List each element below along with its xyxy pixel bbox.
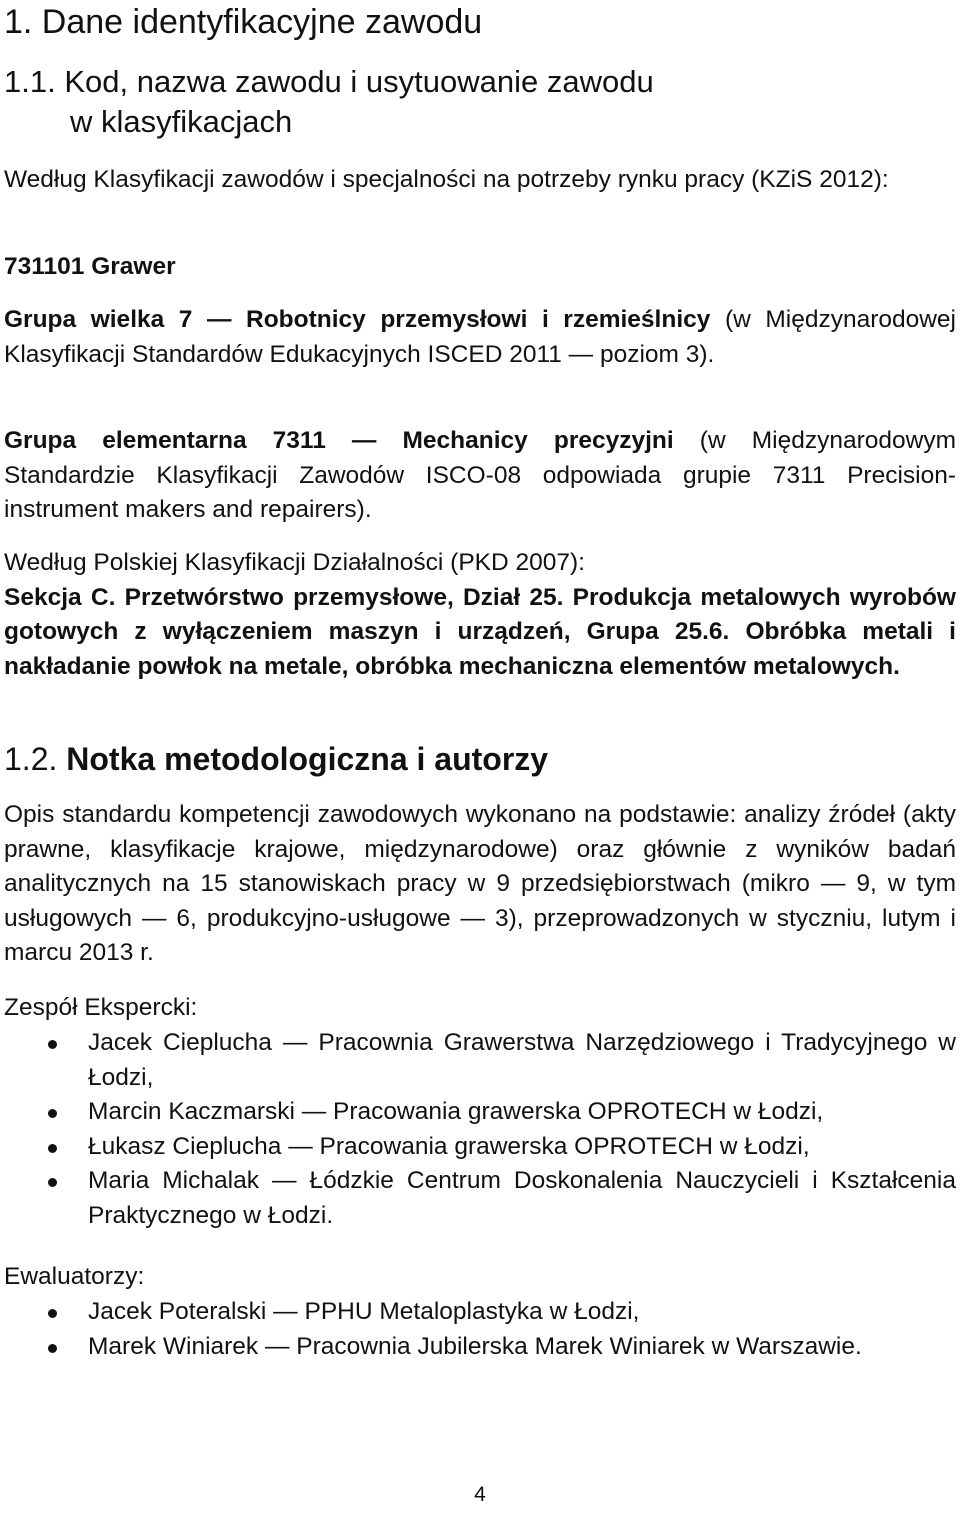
evaluator-entry: Marek Winiarek — Pracownia Jubilerska Marek Winiarek w Warszawie. <box>88 1332 862 1360</box>
kzis-intro: Według Klasyfikacji zawodów i specjalności na potrzeby rynku pracy (KZiS 2012): <box>4 166 889 193</box>
list-item <box>4 1295 956 1330</box>
subsection-number: 1.1. <box>4 64 56 99</box>
subsection-title-line2: w klasyfikacjach <box>70 104 293 139</box>
evaluator-entry: Jacek Poteralski — PPHU Metaloplastyka w Łodzi, <box>88 1298 640 1325</box>
list-item <box>4 1130 956 1165</box>
expert-entry: Jacek Cieplucha — Pracownia Grawerstwa Narzędziowego i Tradycyjnego w Łodzi, <box>88 1029 956 1091</box>
bullet-icon <box>48 1109 57 1118</box>
list-item <box>4 1164 956 1233</box>
bullet-icon <box>48 1040 57 1049</box>
pkd-classification: Sekcja C. Przetwórstwo przemysłowe, Dział 25. Produkcja metalowych wyrobów gotowych z wyłączeniem maszyn i urządzeń, Grupa 25.6. Obróbka metali i nakładanie powłok na metale, obróbka mechaniczna elementów metalowych. <box>4 583 956 680</box>
subsection-heading-1-1 <box>4 62 654 142</box>
occupation-code <box>4 250 956 285</box>
methodology-paragraph: Opis standardu kompetencji zawodowych wykonano na podstawie: analizy źródeł (akty prawne, klasyfikacje krajowe, międzynarodowe) oraz głównie z wyników badań analitycznych na 15 stanowiskach pracy w 9 przedsiębiorstwach (mikro — 9, w tym usługowych — 6, produkcyjno-usługowe — 3), przeprowadzonych w styczniu, lutym i marcu 2013 r. <box>4 801 956 967</box>
evaluators-list <box>4 1295 956 1364</box>
isced-paragraph <box>4 303 956 372</box>
isced-group: Grupa wielka 7 — Robotnicy przemysłowi i rzemieślnicy <box>4 306 711 333</box>
subsection-number: 1.2. <box>4 741 58 777</box>
expert-entry: Maria Michalak — Łódzkie Centrum Doskonalenia Nauczycieli i Kształcenia Praktycznego w Łodzi. <box>88 1167 956 1229</box>
bullet-icon <box>48 1144 57 1153</box>
occupation-code-name: 731101 Grawer <box>4 253 176 280</box>
isco-paragraph <box>4 424 956 528</box>
pkd-intro: Według Polskiej Klasyfikacji Działalności (PKD 2007): <box>4 549 585 576</box>
subsection-heading-1-2 <box>4 739 548 779</box>
experts-label: Zespół Ekspercki: <box>4 994 198 1021</box>
subsection-title-line1: Kod, nazwa zawodu i usytuowanie zawodu <box>64 64 654 99</box>
section-heading-1: 1. Dane identyfikacyjne zawodu <box>4 3 483 41</box>
bullet-icon <box>48 1344 57 1353</box>
list-item <box>4 1026 956 1095</box>
list-item <box>4 1330 956 1365</box>
experts-list <box>4 1026 956 1234</box>
pkd-paragraph <box>4 546 956 684</box>
isced-description: (w Międzynarodowej Klasyfikacji Standardów Edukacyjnych ISCED 2011 — poziom 3). <box>4 306 956 368</box>
isco-description: (w Międzynarodowym Standardzie Klasyfikacji Zawodów ISCO-08 odpowiada grupie 7311 Precision-instrument makers and repairers). <box>4 427 956 524</box>
expert-entry: Łukasz Cieplucha — Pracowania grawerska OPROTECH w Łodzi, <box>88 1132 810 1160</box>
list-item <box>4 1095 956 1130</box>
evaluators-label: Ewaluatorzy: <box>4 1263 145 1290</box>
isco-group: Grupa elementarna 7311 — Mechanicy precyzyjni <box>4 427 674 454</box>
bullet-icon <box>48 1178 57 1187</box>
page-number: 4 <box>474 1483 486 1506</box>
expert-entry: Marcin Kaczmarski — Pracowania grawerska OPROTECH w Łodzi, <box>88 1098 824 1126</box>
subsection-title: Notka metodologiczna i autorzy <box>66 741 549 777</box>
bullet-icon <box>48 1309 57 1318</box>
